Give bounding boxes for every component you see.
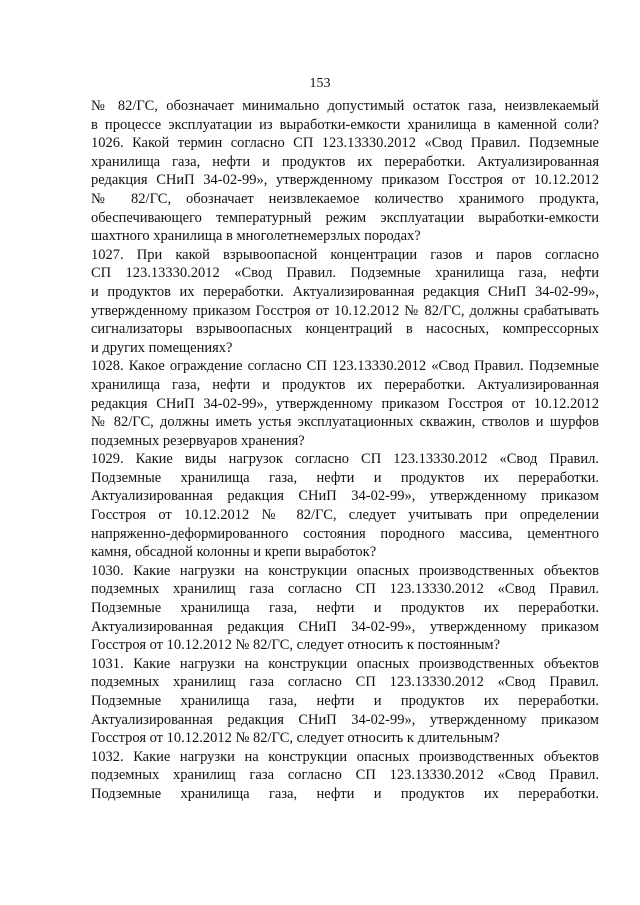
text-line: и других помещениях?: [91, 339, 233, 356]
text-line: Подземные хранилища газа, нефти и продуктов их переработки.: [91, 693, 599, 709]
text-line: Госстроя от 10.12.2012 № 82/ГС, следует относить к постоянным?: [91, 637, 501, 654]
text-line: № 82/ГС, обозначает неизвлекаемое количество хранимого продукта,: [91, 190, 599, 207]
text-line: Подземные хранилища газа, нефти и продуктов их переработки.: [91, 600, 599, 617]
text-line: подземных хранилищ газа согласно СП 123.13330.2012 «Свод Правил.: [91, 674, 599, 691]
text-line: 1031. Какие нагрузки на конструкции опасных производственных объектов: [91, 655, 599, 672]
text-line: 1027. При какой взрывоопасной концентрации газов и паров согласно: [91, 246, 599, 263]
page-number: 153: [309, 76, 331, 91]
text-line: 1026. Какой термин согласно СП 123.13330.2012 «Свод Правил. Подземные: [91, 135, 599, 152]
text-line: напряженно-деформированного состояния породного массива, цементного: [91, 525, 599, 542]
text-line: 1028. Какое ограждение согласно СП 123.13330.2012 «Свод Правил. Подземные: [91, 358, 599, 375]
text-line: 1030. Какие нагрузки на конструкции опасных производственных объектов: [91, 562, 599, 579]
text-line: подземных резервуаров хранения?: [91, 432, 305, 449]
text-line: 1032. Какие нагрузки на конструкции опасных производственных объектов: [91, 748, 599, 765]
text-line: Актуализированная редакция СНиП 34-02-99», утвержденному приказом: [91, 618, 599, 635]
text-line: Госстроя от 10.12.2012 № 82/ГС, следует относить к длительным?: [91, 730, 500, 747]
text-line: Подземные хранилища газа, нефти и продуктов их переработки.: [91, 785, 599, 802]
document-body: [91, 97, 599, 804]
text-line: утвержденному приказом Госстроя от 10.12.2012 № 82/ГС, должны срабатывать: [91, 302, 599, 319]
text-line: шахтного хранилища в многолетнемерзлых породах?: [91, 228, 421, 245]
text-line: сигнализаторы взрывоопасных концентраций в насосных, компрессорных: [91, 321, 599, 338]
text-line: обеспечивающего температурный режим эксплуатации выработки-емкости: [91, 209, 599, 226]
text-line: № 82/ГС, обозначает минимально допустимый остаток газа, неизвлекаемый: [91, 98, 599, 114]
text-line: СП 123.13330.2012 «Свод Правил. Подземные хранилища газа, нефти: [91, 265, 599, 282]
text-line: Госстроя от 10.12.2012 № 82/ГС, следует учитывать при определении: [91, 507, 599, 524]
text-line: 1029. Какие виды нагрузок согласно СП 123.13330.2012 «Свод Правил.: [91, 451, 599, 468]
text-line: Актуализированная редакция СНиП 34-02-99», утвержденному приказом: [91, 711, 599, 728]
text-line: в процессе эксплуатации из выработки-емкости хранилища в каменной соли?: [91, 116, 599, 133]
text-line: № 82/ГС, должны иметь устья эксплуатационных скважин, стволов и шурфов: [91, 414, 599, 431]
text-line: подземных хранилищ газа согласно СП 123.13330.2012 «Свод Правил.: [91, 581, 599, 598]
text-line: камня, обсадной колонны и крепи выработок?: [91, 544, 377, 561]
text-line: хранилища газа, нефти и продуктов их переработки. Актуализированная: [91, 153, 599, 170]
text-line: редакция СНиП 34-02-99», утвержденному приказом Госстроя от 10.12.2012: [91, 395, 599, 412]
text-line: Актуализированная редакция СНиП 34-02-99», утвержденному приказом: [91, 488, 599, 505]
text-line: и продуктов их переработки. Актуализированная редакция СНиП 34-02-99»,: [91, 283, 599, 300]
text-line: Подземные хранилища газа, нефти и продуктов их переработки.: [91, 469, 599, 486]
text-line: хранилища газа, нефти и продуктов их переработки. Актуализированная: [91, 376, 599, 393]
text-line: редакция СНиП 34-02-99», утвержденному приказом Госстроя от 10.12.2012: [91, 172, 599, 189]
text-line: подземных хранилищ газа согласно СП 123.13330.2012 «Свод Правил.: [91, 767, 599, 784]
